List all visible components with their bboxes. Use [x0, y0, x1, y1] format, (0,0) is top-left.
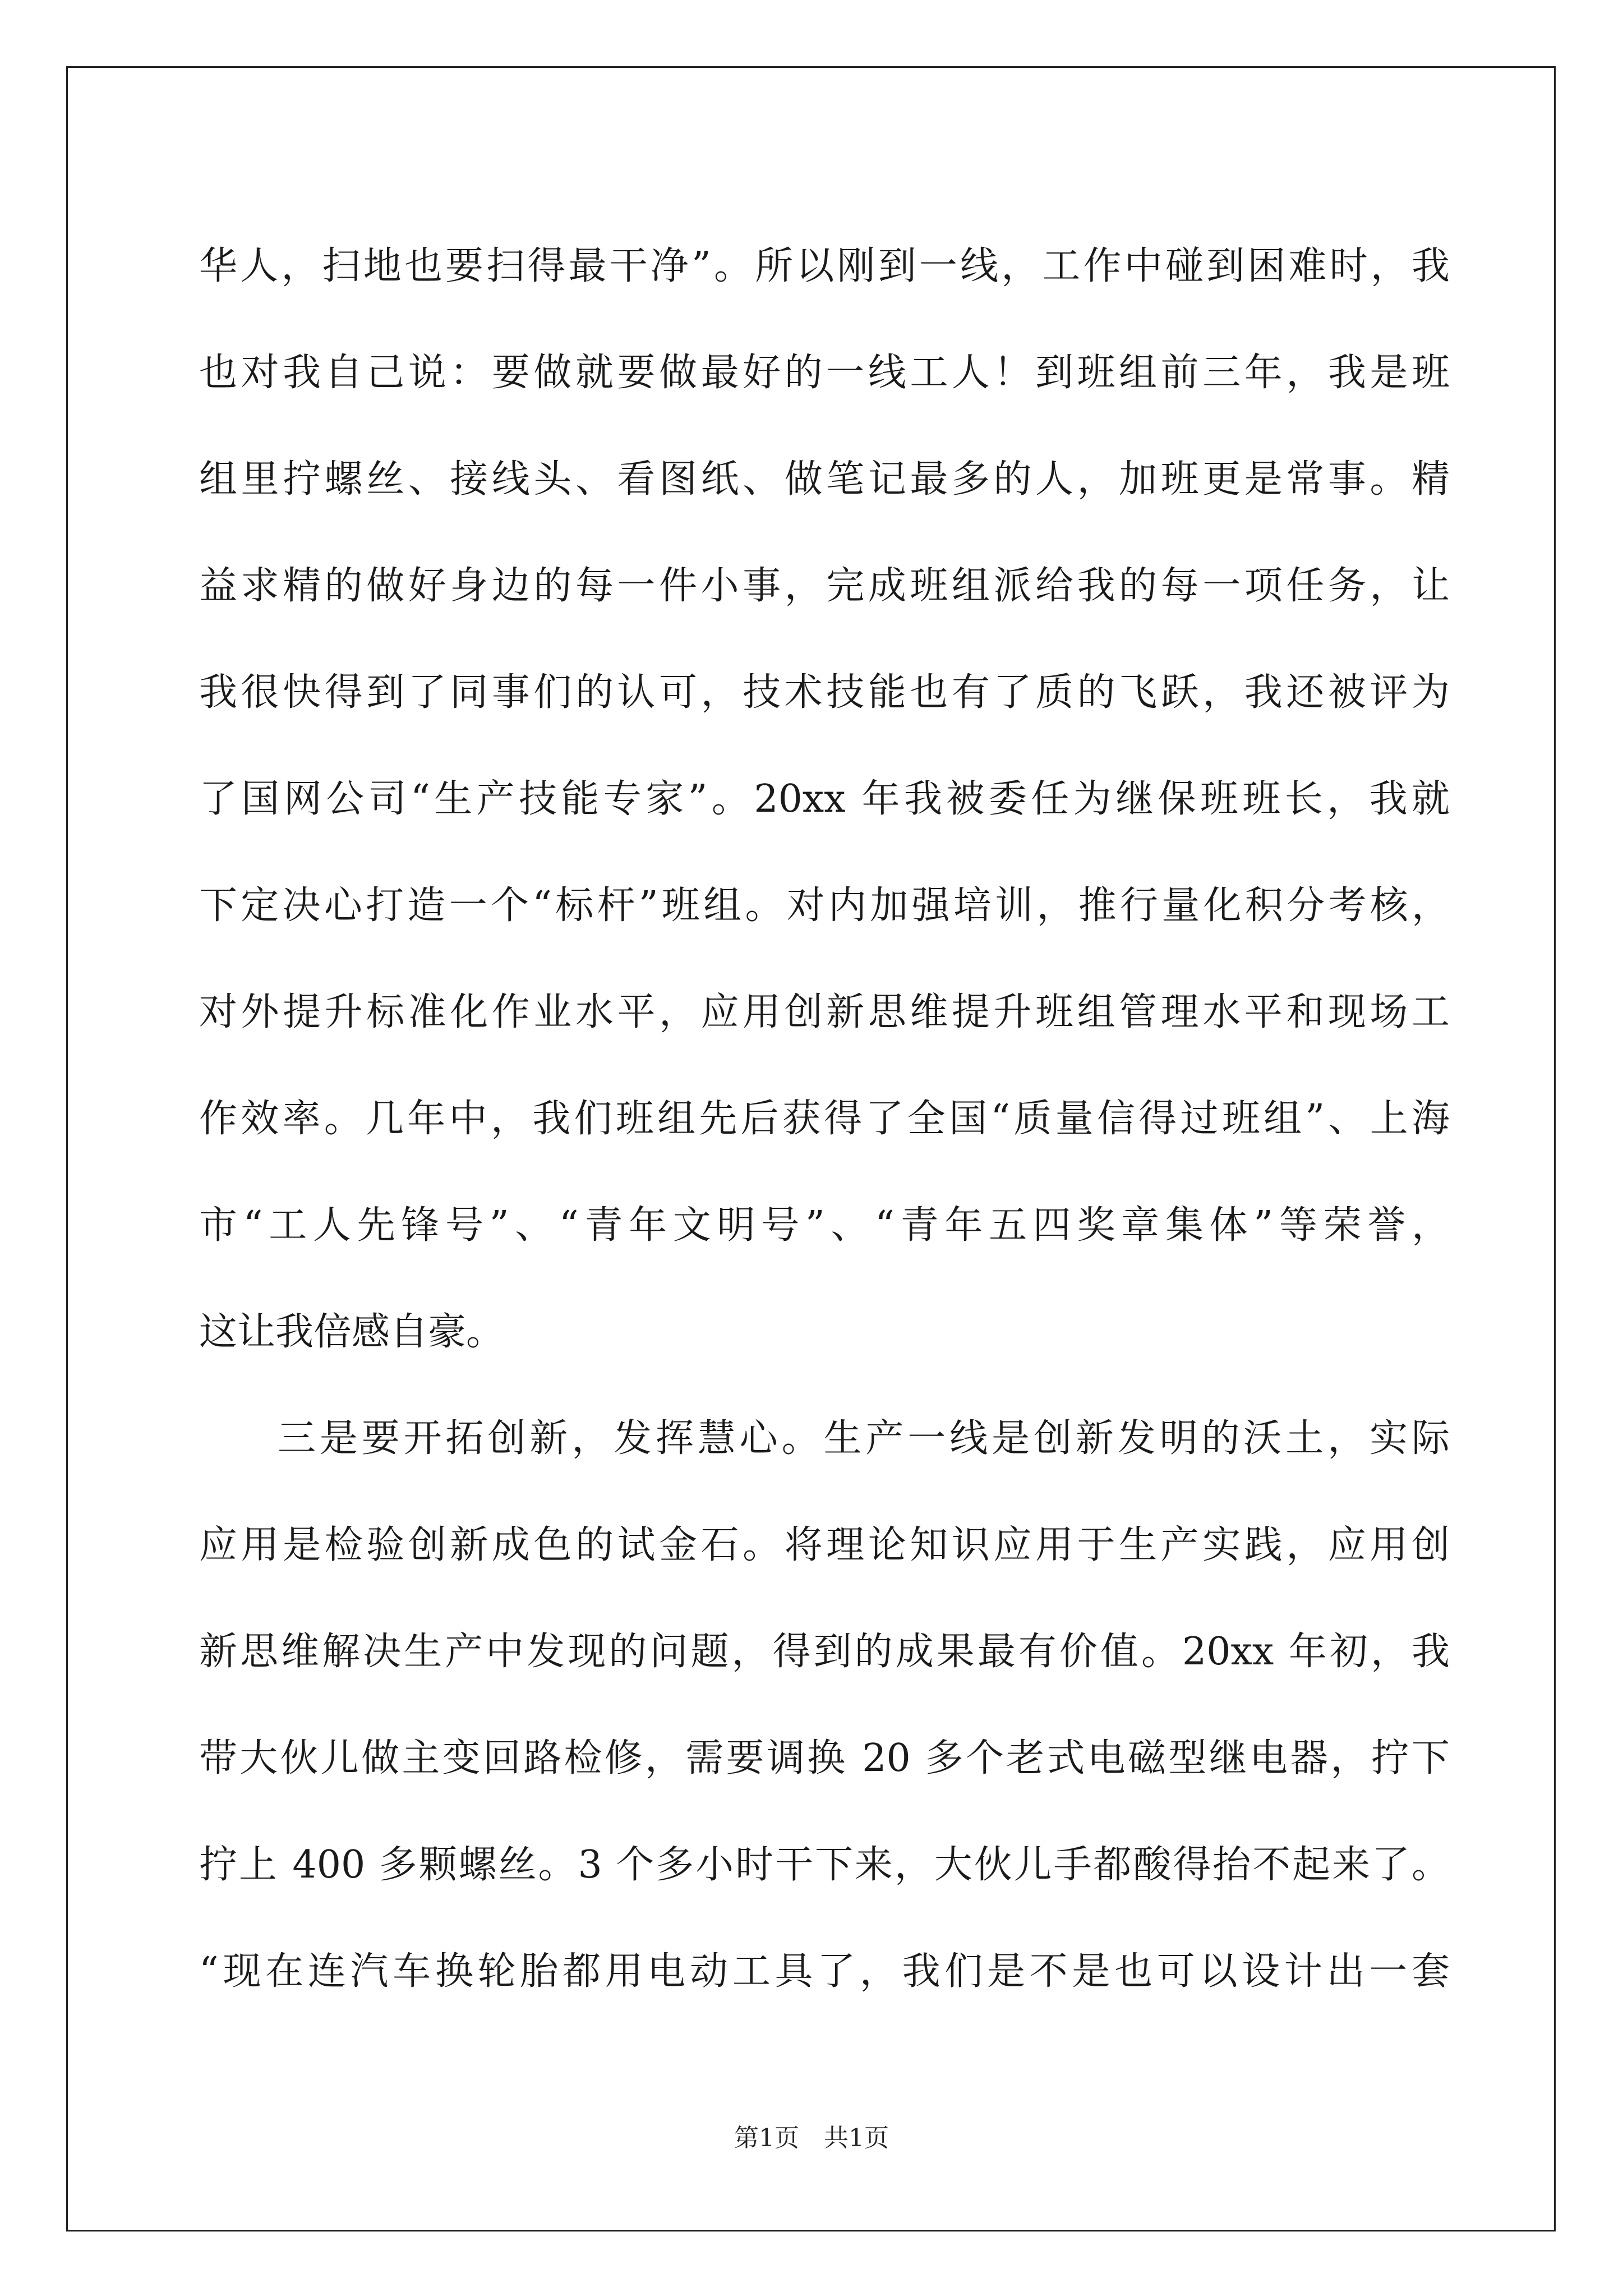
text-line: 应用是检验创新成色的试金石。将理论知识应用于生产实践，应用创: [199, 1523, 1450, 1567]
text-line: “现在连汽车换轮胎都用电动工具了，我们是不是也可以设计出一套: [199, 1949, 1450, 1994]
text-line: 了国网公司“生产技能专家”。20xx 年我被委任为继保班班长，我就: [199, 777, 1450, 821]
text-line: 作效率。几年中，我们班组先后获得了全国“质量信得过班组”、上海: [199, 1097, 1450, 1141]
text-line: 拧上 400 多颗螺丝。3 个多小时干下来，大伙儿手都酸得抬不起来了。: [199, 1843, 1450, 1887]
text-line: 新思维解决生产中发现的问题，得到的成果最有价值。20xx 年初，我: [199, 1630, 1450, 1674]
text-line: 市“工人先锋号”、“青年文明号”、“青年五四奖章集体”等荣誉，: [199, 1203, 1450, 1248]
page-number-footer: 第1页 共1页: [734, 2124, 889, 2152]
text-line: 益求精的做好身边的每一件小事，完成班组派给我的每一项任务，让: [199, 564, 1450, 608]
text-line: 下定决心打造一个“标杆”班组。对内加强培训，推行量化积分考核，: [199, 884, 1450, 928]
text-line: 华人，扫地也要扫得最干净”。所以刚到一线，工作中碰到困难时，我: [199, 244, 1450, 288]
document-body: [199, 213, 1450, 2025]
text-line: 对外提升标准化作业水平，应用创新思维提升班组管理水平和现场工: [199, 990, 1450, 1034]
paragraph-start-line: 三是要开拓创新，发挥慧心。生产一线是创新发明的沃土，实际: [278, 1416, 1450, 1461]
text-line: 也对我自己说：要做就要做最好的一线工人！到班组前三年，我是班: [199, 351, 1450, 395]
paragraph-end-line: 这让我倍感自豪。: [199, 1310, 505, 1354]
text-line: 组里拧螺丝、接线头、看图纸、做笔记最多的人，加班更是常事。精: [199, 457, 1450, 501]
text-line: 我很快得到了同事们的认可，技术技能也有了质的飞跃，我还被评为: [199, 670, 1450, 715]
text-line: 带大伙儿做主变回路检修，需要调换 20 多个老式电磁型继电器，拧下: [199, 1736, 1450, 1780]
